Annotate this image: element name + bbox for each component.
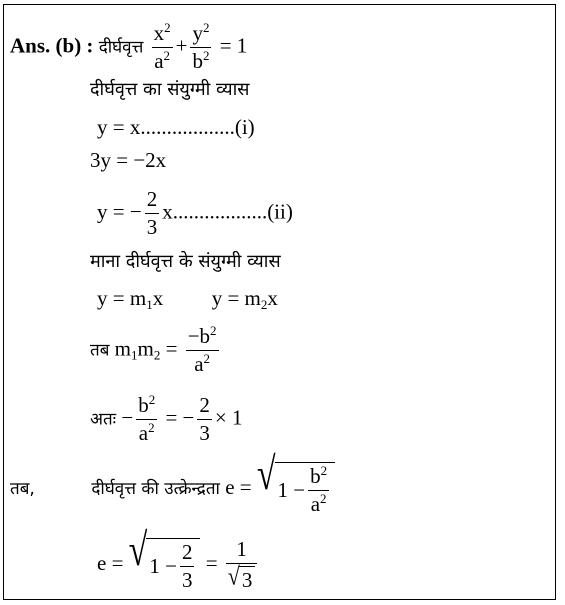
sqrt-one-minus-two-thirds: √ 1 − $\frac{2}{3}$ xyxy=(129,538,201,592)
sqrt-expression: √ 1 − $\frac{b^2}{a^2}$ xyxy=(257,462,335,516)
eccentricity-formula-line: तब, दीर्घवृत्त की उत्क्रेन्द्रता e = √ 1 − $\frac{b^2}{a^2}$ xyxy=(10,462,335,516)
eccentricity-result-line: e = √ 1 − $\frac{2}{3}$ = 1 √ 3 xyxy=(97,538,260,592)
product-of-slopes: तब $m_1m_2$ = $\frac{-b^2}{a^2}$ xyxy=(90,323,217,377)
fraction-2-3: $\frac{2}{3}$ xyxy=(146,187,158,240)
suppose-heading: माना दीर्घवृत्त के संयुग्मी व्यास xyxy=(90,251,281,272)
fraction-neg-b2-a2: $\frac{-b^2}{a^2}$ xyxy=(187,323,217,377)
equation-ii: y = − $\frac{2}{3}$ x..................(ii) xyxy=(97,187,293,240)
conjugate-diameter-heading: दीर्घवृत्त का संयुग्मी व्यास xyxy=(90,79,250,100)
fraction-y2-b2: $\frac{y^2}{b^2}$ xyxy=(192,20,210,74)
slope-equations: $y = m_1x$ $y = m_2x$ xyxy=(97,286,278,312)
answer-label: Ans. (b) : xyxy=(10,33,94,58)
equation-3y: 3y = −2x xyxy=(90,148,167,172)
fraction-2-3b: $\frac{2}{3}$ xyxy=(199,393,210,446)
ellipse-equation-line: Ans. (b) : दीर्घवृत्त $\frac{x^2}{a^2}$ + $\frac{y^2}{b^2}$ = 1 xyxy=(10,20,248,74)
equation-rhs: = 1 xyxy=(219,33,248,58)
fraction-one-over-root-three: 1 √ 3 xyxy=(226,538,258,592)
fraction-b2-a2: $\frac{b^2}{a^2}$ xyxy=(138,392,156,446)
ellipse-word: दीर्घवृत्त xyxy=(98,37,144,58)
fraction-x2-a2: $\frac{x^2}{a^2}$ xyxy=(153,20,171,74)
therefore-line: अतः − $\frac{b^2}{a^2}$ = − $\frac{2}{3}$ × 1 xyxy=(90,392,243,446)
equation-i: y = x..................(i) xyxy=(97,115,255,139)
